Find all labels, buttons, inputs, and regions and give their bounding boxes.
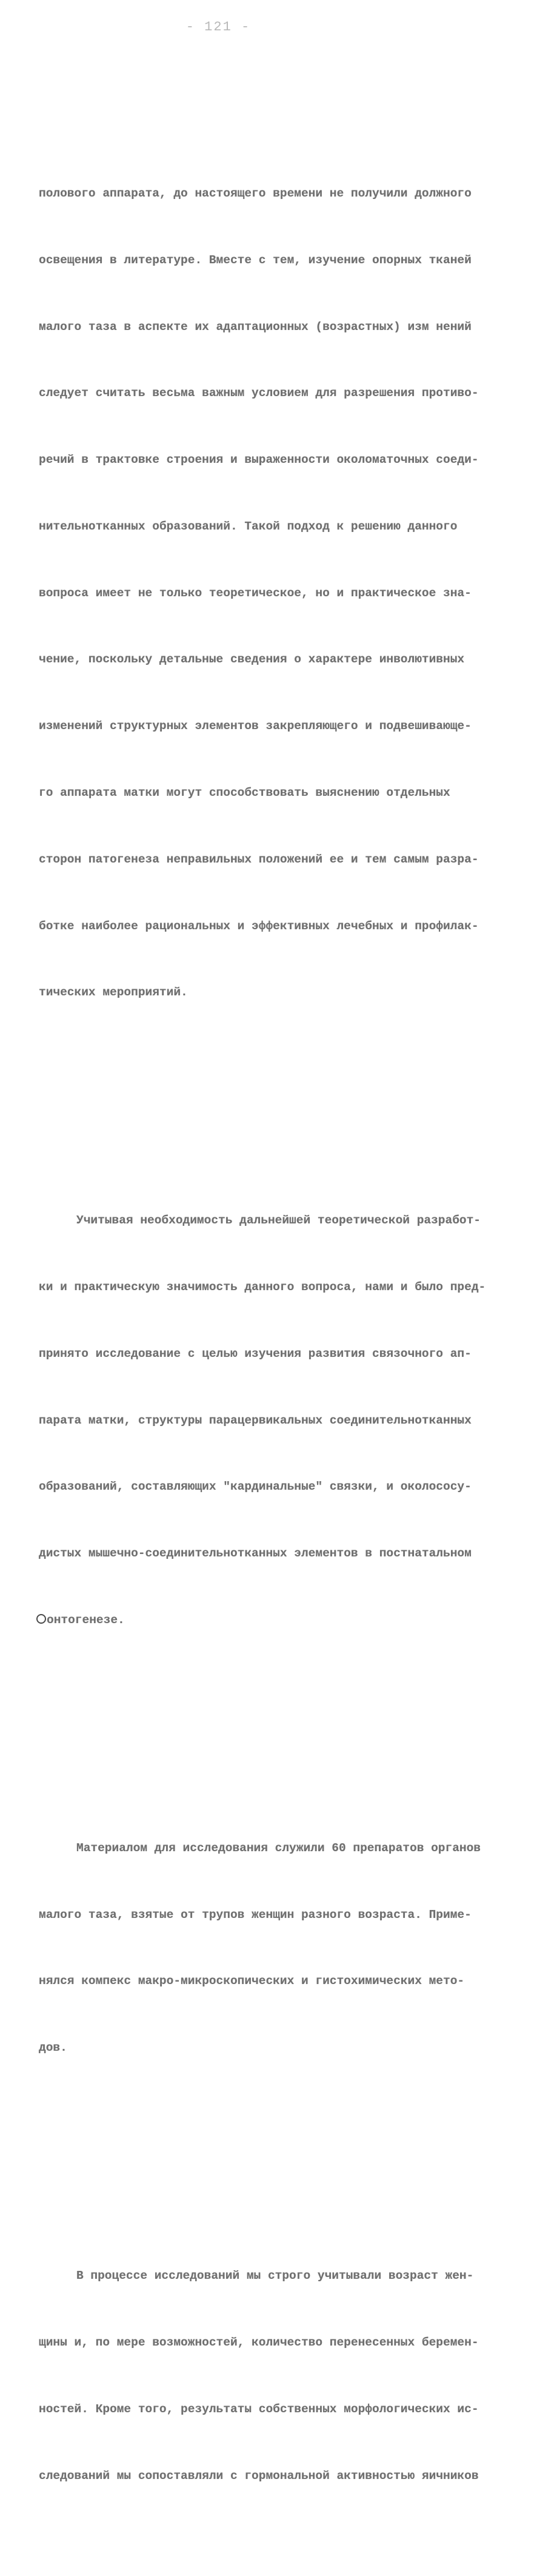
text-line: полового аппарата, до настоящего времени не получили должного bbox=[39, 186, 472, 200]
text-line: ботке наиболее рациональных и эффективных лечебных и профилак- bbox=[39, 919, 479, 933]
text-line: дистых мышечно-соединительнотканных элементов в постнатальном bbox=[39, 1547, 472, 1561]
paragraph-3 bbox=[39, 1793, 518, 2104]
text-line: сторон патогенеза неправильных положений ее и тем самым разра- bbox=[39, 852, 479, 866]
paragraph-4 bbox=[39, 2221, 518, 2531]
text-line: нялся компекс макро-микроскопических и гистохимических мето- bbox=[39, 1974, 465, 1988]
text-line: парата матки, структуры парацервикальных соединительнотканных bbox=[39, 1413, 472, 1427]
text-line: ностей. Кроме того, результаты собственных морфологических ис- bbox=[39, 2402, 479, 2416]
paragraph-2 bbox=[39, 1165, 518, 1676]
text-line: ки и практическую значимость данного вопроса, нами и было пред- bbox=[39, 1280, 486, 1294]
text-line-with-mark bbox=[39, 1609, 518, 1632]
text-line: освещения в литературе. Вместе с тем, изучение опорных тканей bbox=[39, 253, 472, 267]
paragraph-1 bbox=[39, 138, 518, 1048]
page-number: - 121 - bbox=[185, 19, 251, 35]
text-line: следований мы сопоставляли с гормональной активностью яичников bbox=[39, 2469, 479, 2483]
text-line: речий в трактовке строения и выраженности околоматочных соеди- bbox=[39, 453, 479, 467]
text-line: тических мероприятий. bbox=[39, 986, 188, 1000]
text-line: Материалом для исследования служили 60 препаратов органов bbox=[76, 1841, 481, 1855]
text-line: го аппарата матки могут способствовать выяснению отдельных bbox=[39, 786, 450, 799]
text-line: В процессе исследований мы строго учитывали возраст жен- bbox=[76, 2269, 474, 2283]
text-line: Учитывая необходимость дальнейшей теоретической разработ- bbox=[76, 1214, 481, 1228]
body-text bbox=[39, 72, 518, 2576]
text-line: следует считать весьма важным условием для разрешения противо- bbox=[39, 386, 479, 400]
text-line: вопроса имеет не только теоретическое, но и практическое зна- bbox=[39, 586, 472, 600]
text-line: нительнотканных образований. Такой подход к решению данного bbox=[39, 519, 458, 533]
text-line: дов. bbox=[39, 2041, 67, 2055]
text-line: образований, составляющих "кардинальные" связки, и околососу- bbox=[39, 1480, 472, 1494]
text-line: малого таза в аспекте их адаптационных (возрастных) изм нений bbox=[39, 320, 472, 334]
text-line: щины и, по мере возможностей, количество перенесенных беремен- bbox=[39, 2335, 479, 2349]
circle-mark-icon bbox=[36, 1614, 46, 1624]
text-line: онтогенезе. bbox=[47, 1613, 125, 1627]
text-line: чение, поскольку детальные сведения о характере инволютивных bbox=[39, 653, 465, 667]
text-line: малого таза, взятые от трупов женщин разного возраста. Приме- bbox=[39, 1908, 472, 1922]
text-line: изменений структурных элементов закрепляющего и подвешивающе- bbox=[39, 719, 472, 733]
text-line: принято исследование с целью изучения развития связочного ап- bbox=[39, 1347, 472, 1360]
